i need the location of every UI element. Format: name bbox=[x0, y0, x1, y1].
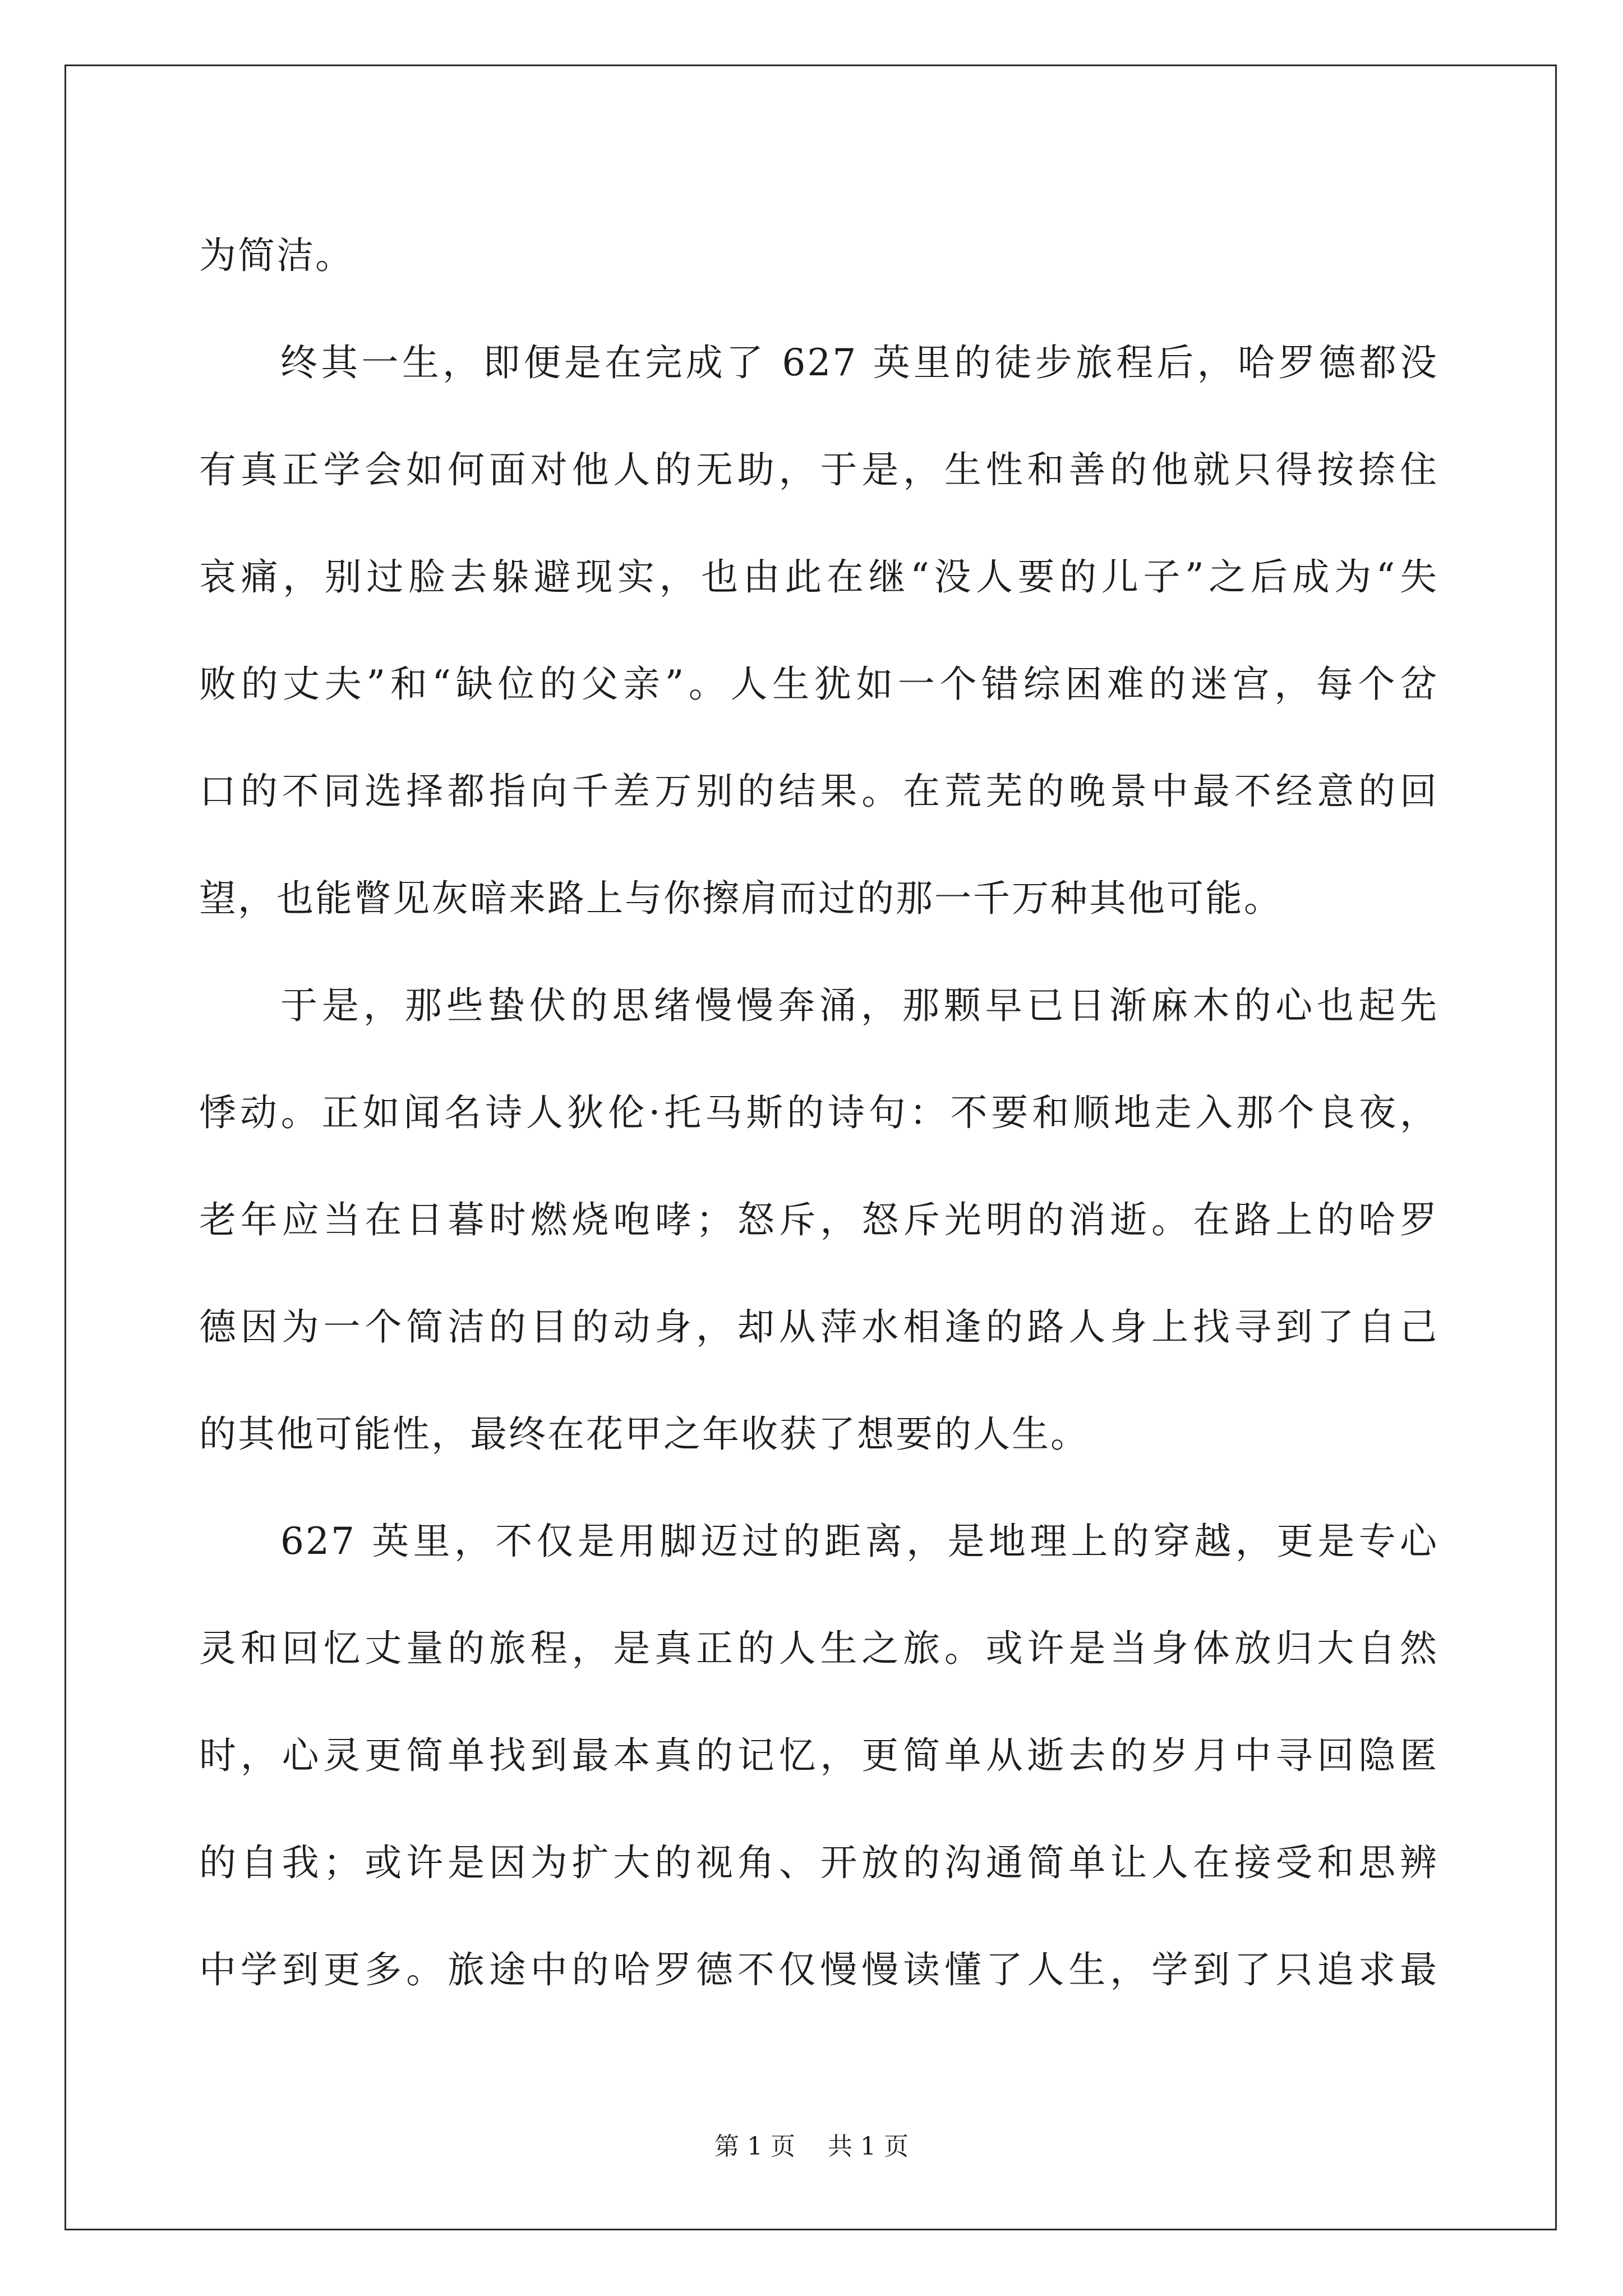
text-line: 悸动。正如闻名诗人狄伦·托马斯的诗句：不要和顺地走入那个良夜， bbox=[199, 1091, 1438, 1134]
page-footer bbox=[0, 2126, 1623, 2162]
text-line: 德因为一个简洁的目的动身，却从萍水相逢的路人身上找寻到了自己 bbox=[199, 1305, 1438, 1349]
text-line: 老年应当在日暮时燃烧咆哮；怒斥，怒斥光明的消逝。在路上的哈罗 bbox=[199, 1198, 1438, 1241]
document-body bbox=[199, 202, 1438, 2023]
text-line: 灵和回忆丈量的旅程，是真正的人生之旅。或许是当身体放归大自然 bbox=[199, 1627, 1438, 1670]
text-line: 于是，那些蛰伏的思绪慢慢奔涌，那颗早已日渐麻木的心也起先 bbox=[280, 984, 1438, 1027]
text-line: 有真正学会如何面对他人的无助，于是，生性和善的他就只得按捺住 bbox=[199, 448, 1438, 491]
text-line: 时，心灵更简单找到最本真的记忆，更简单从逝去的岁月中寻回隐匿 bbox=[199, 1734, 1438, 1777]
text-line: 的其他可能性，最终在花甲之年收获了想要的人生。 bbox=[199, 1412, 1089, 1456]
text-line: 口的不同选择都指向千差万别的结果。在荒芜的晚景中最不经意的回 bbox=[199, 770, 1438, 813]
text-line: 哀痛，别过脸去躲避现实，也由此在继“没人要的儿子”之后成为“失 bbox=[199, 555, 1438, 599]
text-line: 627 英里，不仅是用脚迈过的距离，是地理上的穿越，更是专心 bbox=[280, 1520, 1438, 1563]
page-number: 第 1 页 bbox=[714, 2132, 795, 2161]
text-line: 望，也能瞥见灰暗来路上与你擦肩而过的那一千万种其他可能。 bbox=[199, 877, 1283, 920]
text-line: 中学到更多。旅途中的哈罗德不仅慢慢读懂了人生，学到了只追求最 bbox=[199, 1948, 1438, 1991]
text-line: 的自我；或许是因为扩大的视角、开放的沟通简单让人在接受和思辨 bbox=[199, 1841, 1438, 1884]
text-line: 败的丈夫”和“缺位的父亲”。人生犹如一个错综困难的迷宫，每个岔 bbox=[199, 662, 1438, 706]
text-line: 终其一生，即便是在完成了 627 英里的徒步旅程后，哈罗德都没 bbox=[280, 341, 1438, 384]
page-total: 共 1 页 bbox=[828, 2132, 909, 2161]
text-line: 为简洁。 bbox=[199, 234, 354, 277]
